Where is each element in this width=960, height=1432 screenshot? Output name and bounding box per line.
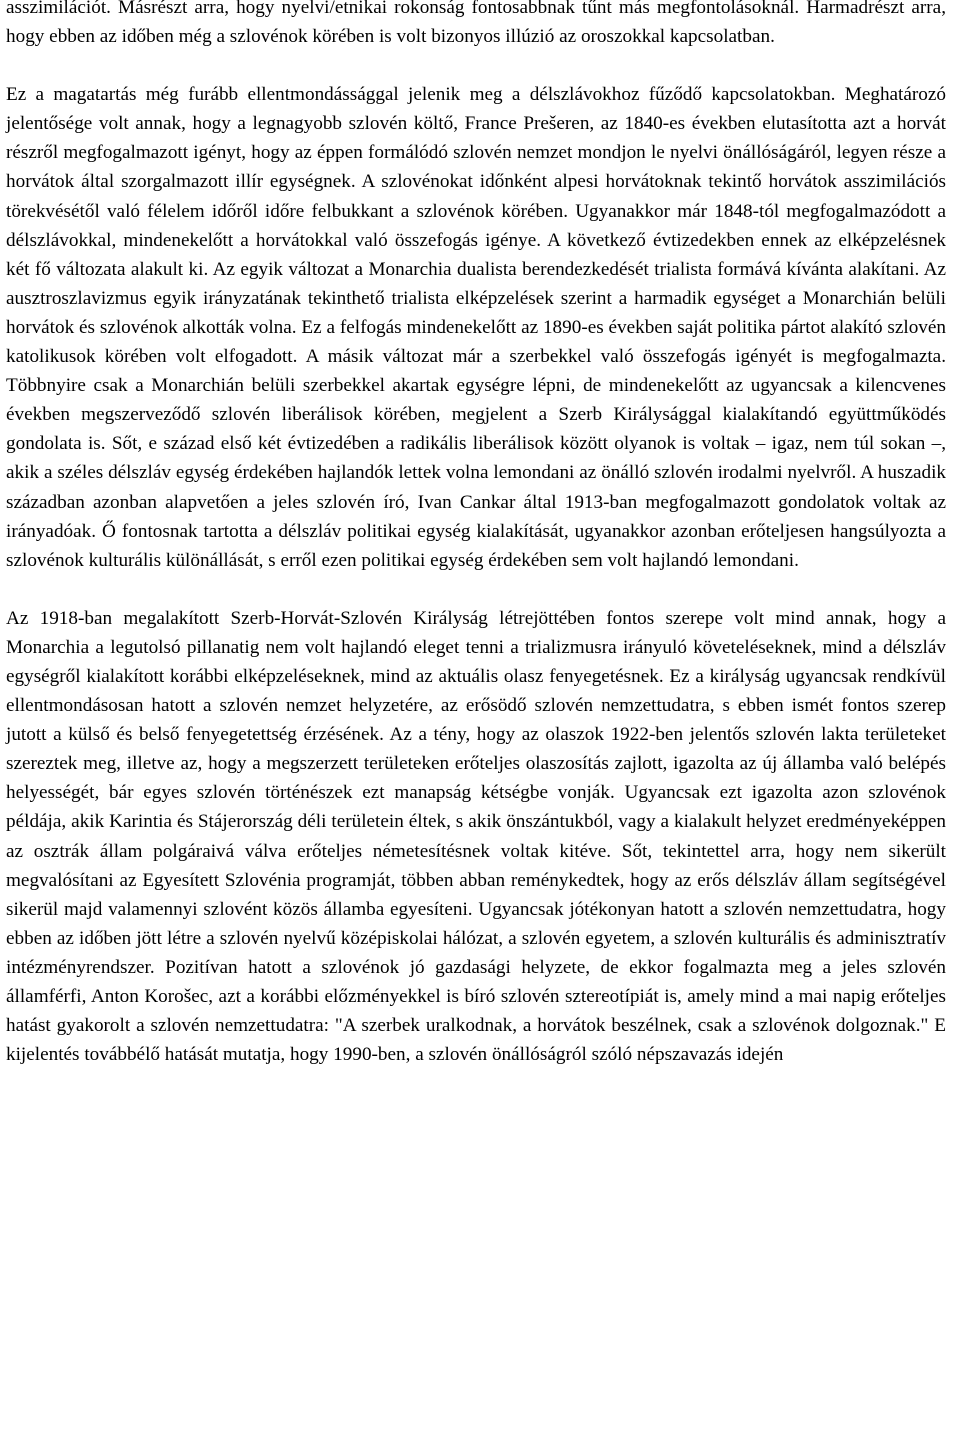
paragraph-3: Az 1918-ban megalakított Szerb-Horvát-Szlovén Királyság létrejöttében fontos szerepe volt mind annak, hogy a Monarchia a legutolsó pillanatig nem volt hajlandó eleget tenni a trializmusra irányuló követeléseknek, mind a délszláv egységről kialakított korábbi elképzeléseknek, mind az aktuális olasz fenyegetésnek. Ez a királyság ugyancsak rendkívül ellentmondásosan hatott a szlovén nemzet helyzetére, az erősödő szlovén nemzettudatra, s ebben ismét fontos szerep jutott a külső és belső fenyegetettség érzésének. Az a tény, hogy az olaszok 1922-ben jelentős szlovén lakta területeket szereztek meg, illetve az, hogy a megszerzett területeken erőteljes olaszosítás zajlott, igazolta az új államba való belépés helyességét, bár egyes szlovén történészek ezt manapság kétségbe vonják. Ugyancsak ezt igazolta azon szlovénok példája, akik Karintia és Stájerország déli területein éltek, s akik önszántukból, vagy a kialakult helyzet eredményeképpen az osztrák állam polgáraivá válva erőteljes németesítésnek voltak kitéve. Sőt, tekintettel arra, hogy nem sikerült megvalósítani az Egyesített Szlovénia programját, többen abban reménykedtek, hogy az erős délszláv állam segítségével sikerül majd valamennyi szlovént közös államba egyesíteni. Ugyancsak jótékonyan hatott a szlovén nemzettudatra, hogy ebben az időben jött létre a szlovén nyelvű középiskolai hálózat, a szlovén egyetem, a szlovén kulturális és adminisztratív intézményrendszer. Pozitívan hatott a szlovénok jó gazdasági helyzete, de ekkor fogalmazta meg a jeles szlovén államférfi, Anton Korošec, azt a korábbi előzményekkel is bíró szlovén sztereotípiát is, amely mind a mai napig erőteljes hatást gyakorolt a szlovén nemzettudatra: "A szerbek uralkodnak, a horvátok beszélnek, csak a szlovénok dolgoznak." E kijelentés továbbélő hatását mutatja, hogy 1990-ben, a szlovén önállóságról szóló népszavazás idején xyxy=(6,607,946,1066)
paragraph-2: Ez a magatartás még furább ellentmondássággal jelenik meg a délszlávokhoz fűződő kapcsolatokban. Meghatározó jelentősége volt annak, hogy a legnagyobb szlovén költő, France Prešeren, az 1840-es években elutasította azt a horvát részről megfogalmazott igényt, hogy az éppen formálódó szlovén nemzet mondjon le nyelvi önállóságáról, legyen része a horvátok által szorgalmazott illír egységnek. A szlovénokat időnként alpesi horvátoknak tekintő horvátok asszimilációs törekvésétől való félelem időről időre felbukkant a szlovénok körében. Ugyanakkor már 1848-tól megfogalmazódott a délszlávokkal, mindenekelőtt a horvátokkal való összefogás igénye. A következő évtizedekben ennek az elképzelésnek két fő változata alakult ki. Az egyik változat a Monarchia dualista berendezkedését trialista formává kívánta alakítani. Az ausztroszlavizmus egyik irányzatának tekinthető trialista elképzelések szerint a harmadik egységet a Monarchián belüli horvátok és szlovénok alkották volna. Ez a felfogás mindenekelőtt az 1890-es években saját politika pártot alakító szlovén katolikusok körében volt elfogadott. A másik változat már a szerbekkel való összefogás igényét is megfogalmazta. Többnyire csak a Monarchián belüli szerbekkel akartak egységre lépni, de mindenekelőtt az ugyancsak a kilencvenes években megszerveződő szlovén liberálisok körében, megjelent a Szerb Királysággal kialakítandó együttműködés gondolata is. Sőt, e század első két évtizedében a radikális liberálisok között olyanok is voltak – igaz, nem túl sokan –, akik a széles délszláv egység érdekében hajlandók lettek volna lemondani az önálló szlovén irodalmi nyelvről. A huszadik században azonban alapvetően a jeles szlovén író, Ivan Cankar által 1913-ban megfogalmazott gondolatok voltak az irányadóak. Ő fontosnak tartotta a délszláv politikai egység kialakítását, ugyanakkor azonban erőteljesen hangsúlyozta a szlovénok kulturális különállását, s erről ezen politikai egység érdekében sem volt hajlandó lemondani. xyxy=(6,84,946,571)
document-page xyxy=(6,0,946,1069)
paragraph-spacer xyxy=(6,51,946,80)
paragraph-spacer xyxy=(6,575,946,604)
paragraph-1: asszimilációt. Másrészt arra, hogy nyelvi/etnikai rokonság fontosabbnak tűnt más megfontolásoknál. Harmadrészt arra, hogy ebben az időben még a szlovénok körében is volt bizonyos illúzió az oroszokkal kapcsolatban. xyxy=(6,0,946,48)
